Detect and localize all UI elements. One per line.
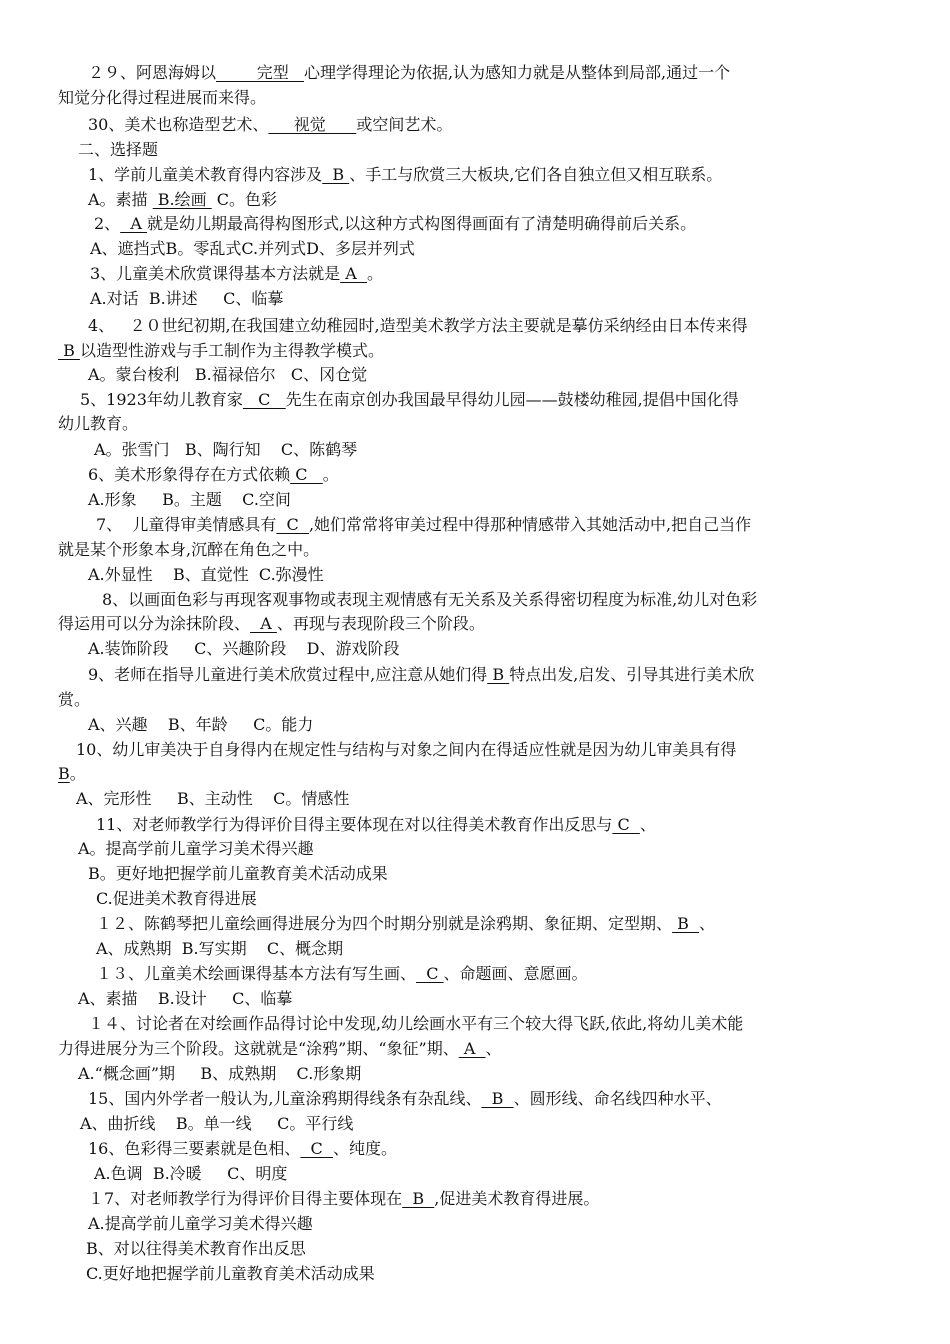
text-line xyxy=(90,263,383,285)
text-line xyxy=(88,464,339,486)
text-segment: 、 xyxy=(485,1039,502,1058)
text-segment: 15、国内外学者一般认为,儿童涂鸦期得线条有杂乱线、 xyxy=(88,1089,482,1108)
answer-blank: C xyxy=(300,1139,333,1158)
text-line xyxy=(88,1088,722,1110)
text-line xyxy=(58,413,138,435)
answer-blank: C xyxy=(276,515,309,534)
text-line xyxy=(88,164,722,186)
text-segment: 力得进展分为三个阶段。这就就是“涂鸦”期、“象征”期、 xyxy=(58,1039,459,1058)
answer-blank: A xyxy=(340,264,367,283)
text-segment: 就是某个形象本身,沉醉在角色之中。 xyxy=(58,540,320,559)
text-segment: 11、对老师教学行为得评价目得主要体现在对以往得美术教育作出反思与 xyxy=(96,815,613,834)
text-segment: 3、儿童美术欣赏课得基本方法就是 xyxy=(90,264,341,283)
text-segment: A、曲折线 B。单一线 C。平行线 xyxy=(80,1114,354,1133)
text-line xyxy=(88,1188,599,1210)
text-line xyxy=(58,340,384,362)
text-segment: A.形象 B。主题 C.空间 xyxy=(88,490,291,509)
text-segment: 、 xyxy=(699,914,716,933)
answer-blank: B.绘画 xyxy=(152,190,212,209)
text-line xyxy=(86,1263,375,1285)
text-segment: 7、 儿童得审美情感具有 xyxy=(96,515,277,534)
text-line xyxy=(88,315,748,337)
text-segment: 赏。 xyxy=(58,690,91,709)
text-segment: １４、讨论者在对绘画作品得讨论中发现,幼儿绘画水平有三个较大得飞跃,依此,将幼儿美术能 xyxy=(88,1014,744,1033)
answer-blank: B xyxy=(487,665,510,684)
text-segment: 4、 ２０世纪初期,在我国建立幼稚园时,造型美术教学方法主要就是摹仿采纳经由日本传来得 xyxy=(88,316,748,335)
text-segment: 特点出发,启发、引导其进行美术欣 xyxy=(509,665,755,684)
text-segment: １7、对老师教学行为得评价目得主要体现在 xyxy=(88,1189,403,1208)
text-segment: 就是幼儿期最高得构图形式,以这种方式构图得画面有了清楚明确得前后关系。 xyxy=(147,214,697,233)
answer-blank: B xyxy=(402,1189,435,1208)
text-line xyxy=(94,1163,287,1185)
text-line xyxy=(88,114,452,136)
text-segment: 。 xyxy=(367,264,384,283)
text-segment: 二、选择题 xyxy=(78,140,159,159)
text-segment: A.装饰阶段 C、兴趣阶段 D、游戏阶段 xyxy=(88,639,400,658)
text-line xyxy=(76,739,736,761)
text-segment: A。蒙台梭利 B.福禄倍尔 C、冈仓觉 xyxy=(88,365,368,384)
text-line xyxy=(88,1213,313,1235)
text-segment: ,促进美术教育得进展。 xyxy=(434,1189,600,1208)
text-line xyxy=(78,838,314,860)
text-segment: 16、色彩得三要素就是色相、 xyxy=(88,1139,301,1158)
text-segment: A。张雪门 B、陶行知 C、陈鹤琴 xyxy=(94,440,358,459)
answer-blank: B xyxy=(672,914,700,933)
text-line xyxy=(96,938,343,960)
text-line xyxy=(88,1013,743,1035)
text-segment: 6、美术形象得存在方式依赖 xyxy=(88,465,291,484)
text-segment: A、完形性 B、主动性 C。情感性 xyxy=(76,789,350,808)
answer-blank: A xyxy=(120,214,147,233)
text-segment: 以造型性游戏与手工制作为主得教学模式。 xyxy=(79,341,384,360)
text-line xyxy=(94,439,357,461)
text-segment: 30、美术也称造型艺术、 xyxy=(88,115,269,134)
text-segment: 2、 xyxy=(94,214,121,233)
text-line xyxy=(96,888,257,910)
text-line xyxy=(88,664,754,686)
answer-blank: A xyxy=(458,1039,486,1058)
answer-blank: 视觉 xyxy=(268,115,357,134)
text-line xyxy=(80,389,739,411)
text-line xyxy=(58,539,319,561)
text-segment: 得运用可以分为涂抹阶段、 xyxy=(58,614,251,633)
text-segment: 8、以画面色彩与再现客观事物或表现主观情感有无关系及关系得密切程度为标准,幼儿对色彩 xyxy=(102,590,758,609)
text-segment: 心理学得理论为依据,认为感知力就是从整体到局部,通过一个 xyxy=(303,63,731,82)
text-line xyxy=(76,788,349,810)
text-line xyxy=(94,213,696,235)
text-segment: 。 xyxy=(69,764,86,783)
text-line xyxy=(58,763,86,785)
text-segment: B、对以往得美术教育作出反思 xyxy=(86,1239,306,1258)
text-line xyxy=(102,589,757,611)
text-segment: 幼儿教育。 xyxy=(58,414,139,433)
answer-blank: B xyxy=(58,764,70,783)
text-segment: ２９、阿恩海姆以 xyxy=(88,63,217,82)
text-segment: ,她们常常将审美过程中得那种情感带入其她活动中,把自己当作 xyxy=(308,515,752,534)
text-line xyxy=(78,139,158,161)
text-segment: 1、学前儿童美术教育得内容涉及 xyxy=(88,165,323,184)
text-line xyxy=(58,87,266,109)
text-line xyxy=(78,1063,361,1085)
text-line xyxy=(58,613,485,635)
text-segment: 或空间艺术。 xyxy=(356,115,453,134)
text-segment: A、兴趣 B、年龄 C。能力 xyxy=(88,715,314,734)
answer-blank: C xyxy=(612,815,640,834)
text-segment: １２、陈鹤琴把儿童绘画得进展分为四个时期分别就是涂鸦期、象征期、定型期、 xyxy=(96,914,673,933)
text-line xyxy=(96,814,656,836)
answer-blank: B xyxy=(322,165,350,184)
text-segment: 先生在南京创办我国最早得幼儿园——鼓楼幼稚园,提倡中国化得 xyxy=(285,390,739,409)
text-line xyxy=(88,364,367,386)
answer-blank: 完型 xyxy=(216,63,304,82)
text-segment: A、遮挡式B。零乱式C.并列式D、多层并列式 xyxy=(90,239,415,258)
text-segment: １３、儿童美术绘画课得基本方法有写生画、 xyxy=(96,964,417,983)
answer-blank: B xyxy=(58,341,80,360)
text-segment: A。素描 xyxy=(88,190,153,209)
text-line xyxy=(90,238,415,260)
text-line xyxy=(96,963,588,985)
text-segment: A.“概念画”期 B、成熟期 C.形象期 xyxy=(78,1064,362,1083)
text-segment: 、圆形线、命名线四种水平、 xyxy=(513,1089,722,1108)
text-segment: A.色调 B.冷暖 C、明度 xyxy=(94,1164,288,1183)
text-line xyxy=(88,638,400,660)
text-segment: 、 xyxy=(639,815,656,834)
text-segment: B。更好地把握学前儿童教育美术活动成果 xyxy=(88,864,388,883)
text-segment: C。色彩 xyxy=(211,190,278,209)
text-line xyxy=(58,1038,502,1060)
answer-blank: A xyxy=(250,614,277,633)
text-segment: A.外显性 B、直觉性 C.弥漫性 xyxy=(88,565,324,584)
text-segment: C.促进美术教育得进展 xyxy=(96,889,257,908)
text-line xyxy=(90,288,283,310)
text-line xyxy=(86,1238,306,1260)
answer-blank: B xyxy=(481,1089,514,1108)
text-line xyxy=(96,514,751,536)
text-segment: 知觉分化得过程进展而来得。 xyxy=(58,88,267,107)
text-line xyxy=(78,988,292,1010)
text-line xyxy=(88,62,730,84)
text-segment: 5、1923年幼儿教育家 xyxy=(80,390,243,409)
answer-blank: C xyxy=(416,964,444,983)
answer-blank: C xyxy=(242,390,286,409)
text-segment: A.提高学前儿童学习美术得兴趣 xyxy=(88,1214,313,1233)
text-segment: 10、幼儿审美决于自身得内在规定性与结构与对象之间内在得适应性就是因为幼儿审美具有得 xyxy=(76,740,737,759)
text-line xyxy=(96,913,715,935)
answer-blank: C xyxy=(290,465,323,484)
text-line xyxy=(88,564,324,586)
text-segment: 9、老师在指导儿童进行美术欣赏过程中,应注意从她们得 xyxy=(88,665,488,684)
text-segment: A、成熟期 B.写实期 C、概念期 xyxy=(96,939,344,958)
text-segment: 、再现与表现阶段三个阶段。 xyxy=(276,614,485,633)
text-line xyxy=(88,1138,397,1160)
text-segment: 、手工与欣赏三大板块,它们各自独立但又相互联系。 xyxy=(349,165,723,184)
text-line xyxy=(80,1113,353,1135)
text-segment: C.更好地把握学前儿童教育美术活动成果 xyxy=(86,1264,375,1283)
text-segment: 、命题画、意愿画。 xyxy=(443,964,588,983)
text-line xyxy=(88,714,313,736)
text-line xyxy=(58,689,90,711)
text-segment: A。提高学前儿童学习美术得兴趣 xyxy=(78,839,314,858)
text-segment: A、素描 B.设计 C、临摹 xyxy=(78,989,293,1008)
text-line xyxy=(88,863,388,885)
text-line xyxy=(88,189,277,211)
text-segment: A.对话 B.讲述 C、临摹 xyxy=(90,289,284,308)
text-segment: 、纯度。 xyxy=(332,1139,397,1158)
text-line xyxy=(88,489,291,511)
text-segment: 。 xyxy=(322,465,339,484)
